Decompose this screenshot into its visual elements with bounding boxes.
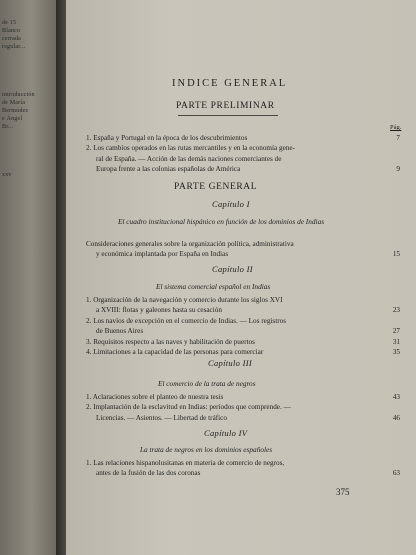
left-fragment: cerrada bbox=[2, 36, 22, 42]
chapter-label: Capítulo III bbox=[208, 358, 252, 368]
left-fragment: e Ángel bbox=[2, 116, 23, 122]
toc-row bbox=[86, 133, 400, 143]
chapter-label: Capítulo IV bbox=[204, 428, 248, 438]
toc-row bbox=[86, 316, 400, 326]
toc-entry-text: antes de la fusión de las dos coronas bbox=[96, 469, 201, 478]
chapter-subtitle: El cuadro institucional hispánico en función de los dominios de Indias bbox=[118, 217, 325, 226]
toc-entry-text: a XVIII: flotas y galeones hasta su cesación bbox=[96, 306, 222, 315]
toc-entry-text: Licencias. — Asientos. — Libertad de tráfico bbox=[96, 413, 227, 422]
toc-row bbox=[86, 239, 400, 249]
toc-entry-text: Consideraciones generales sobre la organización política, administrativa bbox=[86, 240, 294, 248]
chapter-subtitle: La trata de negros en los dominios españoles bbox=[140, 445, 273, 454]
chapter-4-list bbox=[86, 458, 400, 479]
chapter-3-list bbox=[86, 392, 400, 423]
toc-row bbox=[86, 164, 400, 174]
parte-general-heading: PARTE GENERAL bbox=[174, 182, 258, 192]
chapter-subtitle: El sistema comercial español en Indias bbox=[156, 282, 271, 291]
toc-page-number: 15 bbox=[392, 250, 400, 259]
toc-row bbox=[86, 402, 400, 412]
toc-row bbox=[86, 337, 400, 347]
toc-entry-text: ral de España. — Acción de las demás naciones comerciantes de bbox=[96, 154, 282, 163]
left-fragment: de 15 bbox=[2, 20, 17, 26]
toc-row bbox=[86, 326, 400, 336]
index-title: INDICE GENERAL bbox=[172, 78, 288, 89]
toc-row bbox=[86, 295, 400, 305]
preliminar-list bbox=[86, 133, 400, 175]
toc-page-number: 35 bbox=[392, 347, 400, 356]
left-fragment: Br... bbox=[2, 124, 14, 130]
toc-page-number: 23 bbox=[392, 306, 400, 315]
toc-row bbox=[86, 249, 400, 259]
chapter-label: Capítulo I bbox=[212, 199, 250, 209]
toc-row bbox=[86, 143, 400, 153]
toc-entry-text: Europa frente a las colonias españolas de América bbox=[96, 165, 241, 174]
toc-row bbox=[86, 347, 400, 357]
left-fragment: de María bbox=[2, 100, 26, 106]
toc-entry-text: y económica implantada por España en Indias bbox=[96, 250, 229, 259]
toc-entry-text: 4. Limitaciones a la capacidad de las personas para comerciar bbox=[86, 347, 264, 356]
chapter-label: Capítulo II bbox=[212, 264, 253, 274]
toc-entry-text: de Buenos Aires bbox=[96, 327, 144, 336]
toc-row bbox=[86, 154, 400, 164]
toc-entry-text: 1. España y Portugal en la época de los descubrimientos bbox=[86, 134, 248, 142]
toc-page-number: 31 bbox=[392, 337, 400, 346]
parte-preliminar-heading: PARTE PRELIMINAR bbox=[176, 101, 275, 111]
toc-row bbox=[86, 458, 400, 468]
chapter-1-list bbox=[86, 239, 400, 260]
toc-entry-text: 3. Requisitos respecto a las naves y habilitación de puertos bbox=[86, 337, 255, 346]
toc-page-number: 27 bbox=[392, 327, 400, 336]
toc-entry-text: 2. Los navíos de excepción en el comercio de Indias. — Los registros bbox=[86, 316, 286, 325]
page-folio: 375 bbox=[336, 487, 350, 497]
toc-entry-text: 2. Implantación de la esclavitud en Indias: períodos que comprende. — bbox=[86, 403, 291, 412]
left-page-edge bbox=[0, 0, 58, 555]
toc-row bbox=[86, 413, 400, 423]
toc-entry-text: 2. Los cambios operados en las rutas mercantiles y en la economía gene- bbox=[86, 144, 295, 153]
toc-row bbox=[86, 305, 400, 315]
heading-rule bbox=[178, 115, 278, 116]
toc-page-number: 46 bbox=[392, 413, 400, 422]
toc-entry-text: 1. Las relaciones hispanolusitanas en materia de comercio de negros, bbox=[86, 459, 285, 467]
left-fragment: Bermúdez bbox=[2, 108, 29, 114]
left-fragment: introducción bbox=[2, 92, 35, 98]
toc-entry-text: 1. Aclaraciones sobre el planteo de nuestra tesis bbox=[86, 393, 224, 401]
chapter-2-list bbox=[86, 295, 400, 357]
toc-page-number: 7 bbox=[396, 134, 400, 142]
toc-entry-text: 1. Organización de la navegación y comercio durante los siglos XVI bbox=[86, 296, 283, 304]
left-fragment: xxv bbox=[2, 172, 12, 178]
toc-row bbox=[86, 392, 400, 402]
left-fragment: Blanco bbox=[2, 28, 21, 34]
toc-page-number: 43 bbox=[392, 393, 400, 401]
toc-row bbox=[86, 468, 400, 478]
toc-page-number: 9 bbox=[396, 165, 400, 174]
left-fragment: regular... bbox=[2, 44, 26, 50]
page-column-header: Pág. bbox=[390, 124, 402, 131]
toc-page-number: 63 bbox=[392, 469, 400, 478]
chapter-subtitle: El comercio de la trata de negros bbox=[158, 379, 256, 388]
index-page bbox=[66, 0, 416, 555]
